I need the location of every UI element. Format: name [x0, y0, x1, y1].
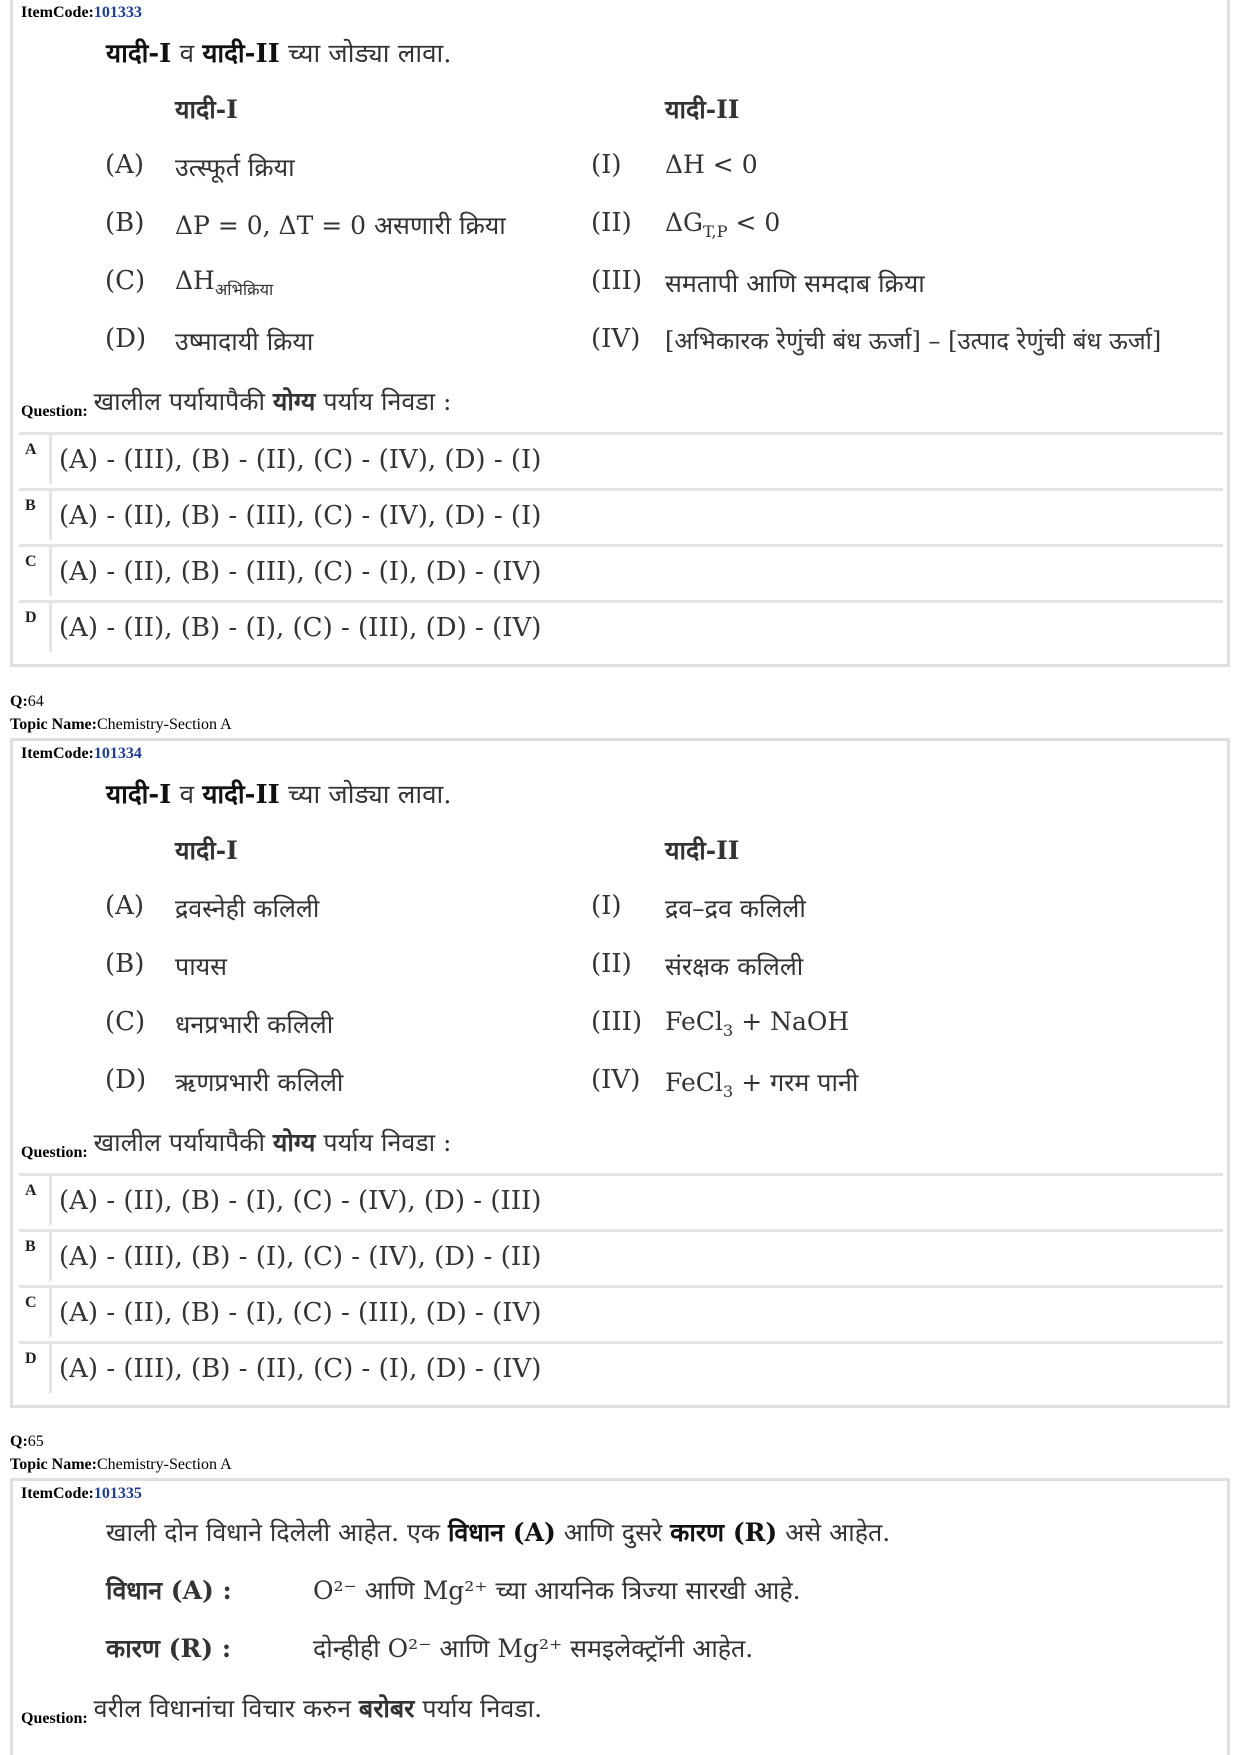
option-b[interactable]: [19, 1229, 1223, 1281]
itemcode-value: 101334: [93, 745, 142, 762]
itemcode: ItemCode:101335: [21, 1485, 142, 1502]
list1-item: ΔP = 0, ΔT = 0 असणारी क्रिया: [175, 211, 506, 240]
list1-header: यादी-I: [175, 836, 238, 865]
list1-header: यादी-I: [175, 95, 238, 124]
list2-label: (IV): [591, 324, 641, 354]
list1-item: धनप्रभारी कलिली: [175, 1010, 334, 1039]
question-card-64: [10, 738, 1230, 1408]
option-text: (A) - (II), (B) - (I), (C) - (III), (D) - (IV): [59, 613, 542, 643]
question-card-63: [10, 0, 1230, 667]
list2-item: FeCl$_3$ + NaOH: [665, 1007, 850, 1040]
list2-label: (I): [591, 150, 622, 180]
list2-header: यादी-II: [665, 836, 740, 865]
question-stem: यादी-I व यादी-II च्या जोड्या लावा.: [106, 39, 452, 69]
option-text: (A) - (II), (B) - (I), (C) - (IV), (D) - (III): [59, 1186, 542, 1216]
option-letter: D: [25, 1350, 37, 1367]
question-prompt: Question: वरील विधानांचा विचार करुन बरोबर पर्याय निवडा.: [21, 1694, 543, 1727]
reason-label: कारण (R) :: [106, 1634, 232, 1663]
list2-item: समतापी आणि समदाब क्रिया: [665, 269, 925, 298]
list2-item: संरक्षक कलिली: [665, 952, 804, 981]
list2-item: [अभिकारक रेणुंची बंध ऊर्जा] – [उत्पाद रेणुंची बंध ऊर्जा]: [665, 327, 1162, 355]
list1-label: (A): [105, 150, 145, 180]
option-a[interactable]: [19, 1173, 1223, 1225]
list2-item: FeCl$_3$ + गरम पानी: [665, 1068, 859, 1101]
option-text: (A) - (III), (B) - (I), (C) - (IV), (D) - (II): [59, 1242, 542, 1272]
list2-label: (I): [591, 891, 622, 921]
question-card-65: [10, 1478, 1230, 1755]
option-letter: B: [25, 497, 36, 514]
itemcode-value: 101333: [93, 4, 142, 21]
question-prompt: Question: खालील पर्यायापैकी योग्य पर्याय निवडा :: [21, 1128, 452, 1161]
question-header-65: Q:65 Topic Name:Chemistry-Section A: [10, 1433, 232, 1473]
assertion-text: O²⁻ आणि Mg²⁺ च्या आयनिक त्रिज्या सारखी आहे.: [313, 1576, 801, 1605]
reason-text: दोन्हीही O²⁻ आणि Mg²⁺ समइलेक्ट्रॉनी आहेत.: [313, 1634, 754, 1663]
assertion-label: विधान (A) :: [106, 1576, 232, 1605]
question-number: 65: [27, 1433, 44, 1450]
question-stem: यादी-I व यादी-II च्या जोड्या लावा.: [106, 780, 452, 810]
option-text: (A) - (II), (B) - (III), (C) - (IV), (D) - (I): [59, 501, 542, 531]
option-c[interactable]: [19, 1285, 1223, 1337]
list2-item: द्रव–द्रव कलिली: [665, 894, 806, 923]
list1-label: (D): [105, 324, 147, 354]
list1-item: ऋणप्रभारी कलिली: [175, 1068, 344, 1097]
list2-label: (III): [591, 266, 643, 296]
option-text: (A) - (III), (B) - (II), (C) - (IV), (D) - (I): [59, 445, 542, 475]
option-a[interactable]: [19, 432, 1223, 484]
option-letter: A: [25, 1182, 37, 1199]
option-c[interactable]: [19, 544, 1223, 596]
list2-label: (II): [591, 949, 632, 979]
list1-item: द्रवस्नेही कलिली: [175, 894, 320, 923]
option-text: (A) - (II), (B) - (I), (C) - (III), (D) - (IV): [59, 1298, 542, 1328]
topic-name: Chemistry-Section A: [96, 1456, 232, 1473]
itemcode: ItemCode:101333: [21, 4, 142, 21]
list1-item: उष्मादायी क्रिया: [175, 327, 314, 356]
list2-label: (IV): [591, 1065, 641, 1095]
option-letter: A: [25, 441, 37, 458]
list1-item: उत्स्फूर्त क्रिया: [175, 153, 295, 182]
list1-label: (B): [105, 949, 145, 979]
option-letter: C: [25, 1294, 37, 1311]
option-letter: B: [25, 1238, 36, 1255]
itemcode: ItemCode:101334: [21, 745, 142, 762]
option-letter: D: [25, 609, 37, 626]
question-intro: खाली दोन विधाने दिलेली आहेत. एक विधान (A) आणि दुसरे कारण (R) असे आहेत.: [106, 1518, 891, 1547]
option-d[interactable]: [19, 600, 1223, 652]
list1-label: (C): [105, 1007, 146, 1037]
list2-item: $\Delta G_{T,P} < 0$: [665, 208, 781, 241]
itemcode-value: 101335: [93, 1485, 142, 1502]
list2-item: ΔH < 0: [665, 150, 758, 179]
question-header-64: Q:64 Topic Name:Chemistry-Section A: [10, 693, 232, 733]
topic-name: Chemistry-Section A: [96, 716, 232, 733]
list2-header: यादी-II: [665, 95, 740, 124]
option-d[interactable]: [19, 1341, 1223, 1393]
question-prompt: Question: खालील पर्यायापैकी योग्य पर्याय निवडा :: [21, 387, 452, 420]
list1-label: (B): [105, 208, 145, 238]
option-b[interactable]: [19, 488, 1223, 540]
list2-label: (II): [591, 208, 632, 238]
question-number: 64: [27, 693, 44, 710]
option-text: (A) - (III), (B) - (II), (C) - (I), (D) - (IV): [59, 1354, 542, 1384]
list1-item: पायस: [175, 952, 228, 981]
list2-label: (III): [591, 1007, 643, 1037]
list1-label: (D): [105, 1065, 147, 1095]
list1-label: (C): [105, 266, 146, 296]
list1-item: $\Delta H_{अभिक्रिया}$: [175, 266, 274, 299]
list1-label: (A): [105, 891, 145, 921]
option-letter: C: [25, 553, 37, 570]
option-text: (A) - (II), (B) - (III), (C) - (I), (D) - (IV): [59, 557, 542, 587]
